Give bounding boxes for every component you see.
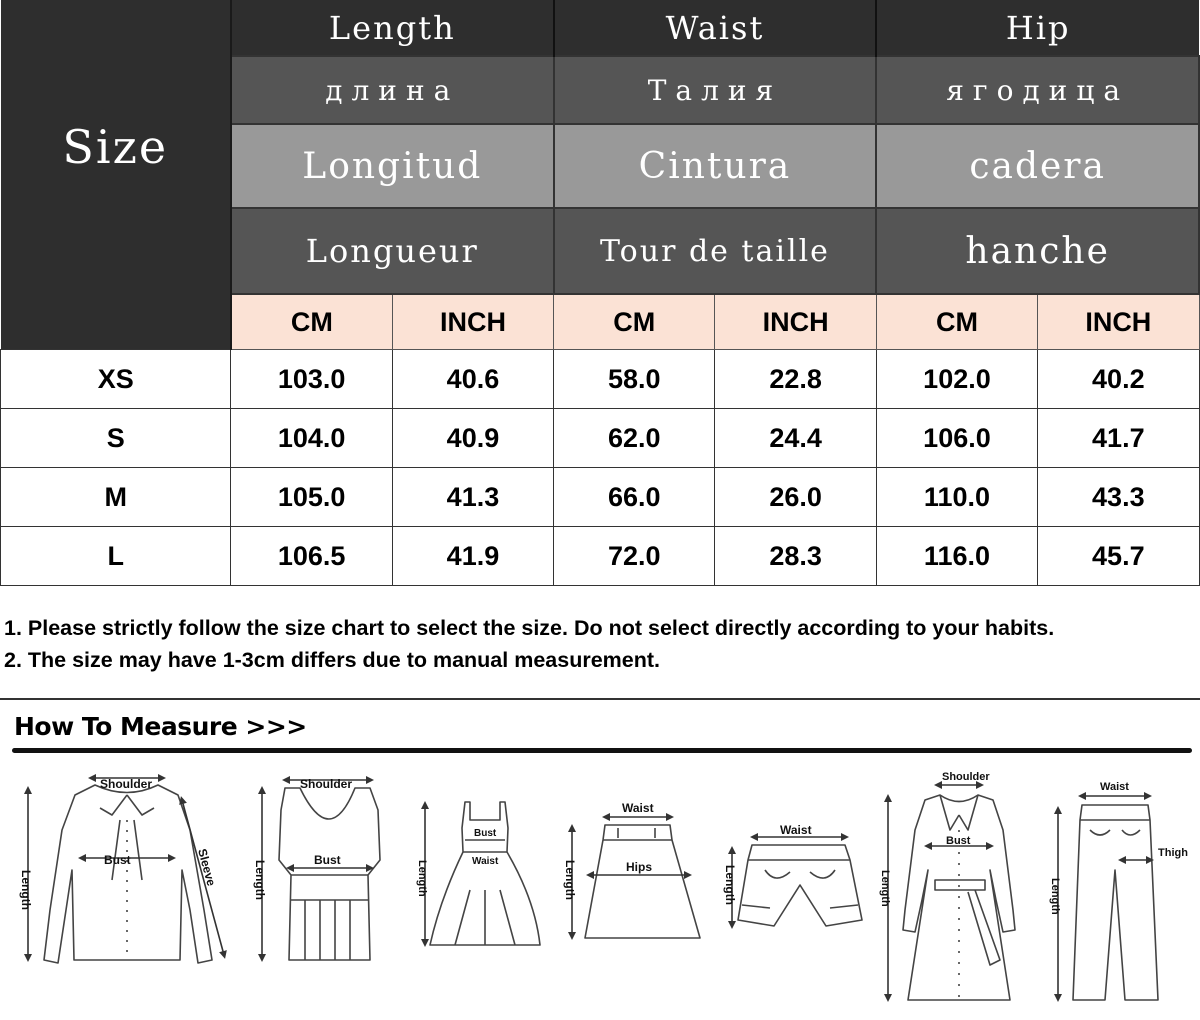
value-cell: 103.0	[231, 350, 392, 409]
unit-cm: CM	[554, 294, 715, 350]
unit-inch: INCH	[715, 294, 876, 350]
measure-label-length: Length	[1049, 878, 1061, 915]
waist-header: Waist	[554, 0, 877, 56]
value-cell: 40.2	[1038, 350, 1199, 409]
size-notes	[4, 612, 1054, 676]
unit-cm: CM	[876, 294, 1037, 350]
value-cell: 40.6	[392, 350, 553, 409]
value-cell: 41.7	[1038, 409, 1199, 468]
measure-label-waist: Waist	[1100, 781, 1129, 793]
table-row	[1, 527, 1200, 586]
measure-label-bust: Bust	[104, 853, 131, 867]
size-cell: S	[1, 409, 231, 468]
value-cell: 43.3	[1038, 468, 1199, 527]
table-row	[1, 409, 1200, 468]
measure-label-shoulder: Shoulder	[100, 777, 153, 791]
blouse-illustration	[28, 778, 224, 963]
size-header: Size	[1, 0, 231, 294]
measure-label-length: Length	[879, 870, 891, 907]
measure-label-sleeve: Sleeve	[195, 847, 219, 888]
hip-header: Hip	[876, 0, 1199, 56]
size-cell: L	[1, 527, 231, 586]
table-row	[1, 350, 1200, 409]
measure-label-length: Length	[416, 860, 428, 897]
measure-label-bust: Bust	[946, 835, 971, 847]
value-cell: 40.9	[392, 409, 553, 468]
size-cell: M	[1, 468, 231, 527]
value-cell: 28.3	[715, 527, 876, 586]
divider	[0, 698, 1200, 700]
value-cell: 45.7	[1038, 527, 1199, 586]
value-cell: 41.3	[392, 468, 553, 527]
value-cell: 110.0	[876, 468, 1037, 527]
value-cell: 62.0	[554, 409, 715, 468]
value-cell: 22.8	[715, 350, 876, 409]
measure-label-length: Length	[253, 860, 267, 900]
value-cell: 66.0	[554, 468, 715, 527]
measure-label-thigh: Thigh	[1158, 847, 1188, 859]
measure-label-waist: Waist	[622, 801, 654, 815]
value-cell: 26.0	[715, 468, 876, 527]
length-header: Length	[231, 0, 554, 56]
note-line: 1. Please strictly follow the size chart to select the size. Do not select directly according to your habits.	[4, 616, 1055, 640]
measure-label-length: Length	[563, 860, 577, 900]
measure-label-length: Length	[723, 865, 737, 905]
note-line: 2. The size may have 1-3cm differs due to manual measurement.	[4, 648, 660, 672]
measure-label-waist: Waist	[472, 856, 499, 867]
measure-label-bust: Bust	[474, 828, 497, 839]
shorts-illustration	[732, 837, 862, 926]
waist-header-es: Cintura	[554, 124, 877, 208]
length-header-fr: Longueur	[231, 208, 554, 294]
measure-label-bust: Bust	[314, 853, 341, 867]
value-cell: 106.0	[876, 409, 1037, 468]
unit-inch: INCH	[392, 294, 553, 350]
value-cell: 105.0	[231, 468, 392, 527]
unit-inch: INCH	[1038, 294, 1199, 350]
value-cell: 106.5	[231, 527, 392, 586]
length-header-ru: длина	[231, 56, 554, 124]
measure-label-shoulder: Shoulder	[942, 771, 990, 783]
divider	[12, 748, 1192, 753]
value-cell: 24.4	[715, 409, 876, 468]
value-cell: 116.0	[876, 527, 1037, 586]
size-header-spacer	[1, 294, 231, 350]
hip-header-fr: hanche	[876, 208, 1199, 294]
table-row	[1, 468, 1200, 527]
measure-label-shoulder: Shoulder	[300, 777, 353, 791]
value-cell: 41.9	[392, 527, 553, 586]
length-header-es: Longitud	[231, 124, 554, 208]
waist-header-ru: Талия	[554, 56, 877, 124]
coat-illustration	[888, 785, 1015, 1000]
measure-label-hips: Hips	[626, 860, 653, 874]
value-cell: 102.0	[876, 350, 1037, 409]
unit-cm: CM	[231, 294, 392, 350]
size-cell: XS	[1, 350, 231, 409]
sundress-illustration	[425, 802, 540, 945]
pants-illustration	[1058, 796, 1158, 1000]
how-to-measure-title: How To Measure >>>	[14, 712, 307, 741]
how-to-measure-illustrations	[0, 760, 1200, 1015]
hip-header-ru: ягодица	[876, 56, 1199, 124]
value-cell: 104.0	[231, 409, 392, 468]
measure-label-length: Length	[19, 870, 33, 910]
value-cell: 58.0	[554, 350, 715, 409]
value-cell: 72.0	[554, 527, 715, 586]
tank-top-illustration	[262, 780, 380, 960]
hip-header-es: cadera	[876, 124, 1199, 208]
waist-header-fr: Tour de taille	[554, 208, 877, 294]
measure-label-waist: Waist	[780, 823, 812, 837]
skirt-illustration	[572, 817, 700, 938]
